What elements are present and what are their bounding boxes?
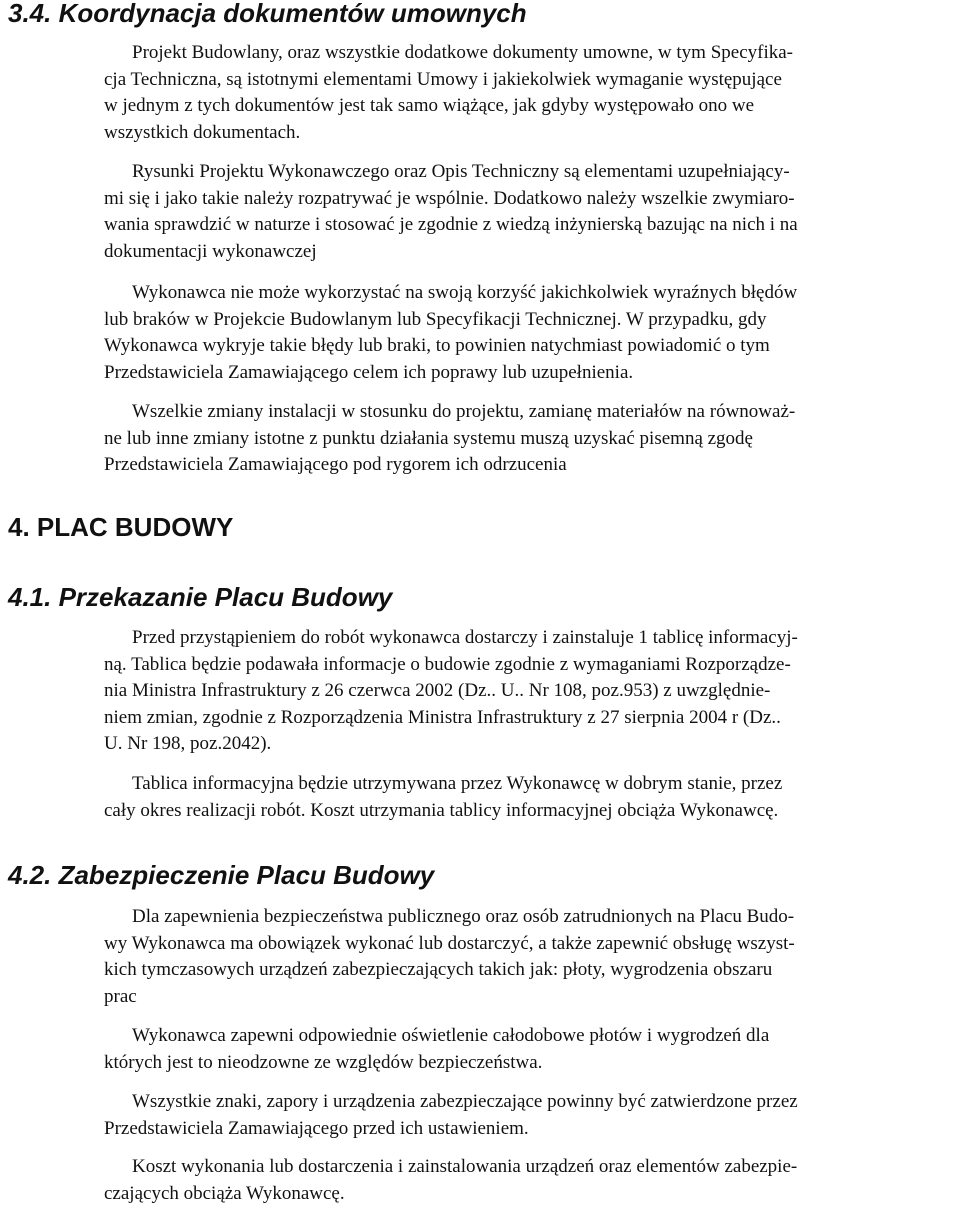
text-line: Przedstawiciela Zamawiającego przed ich ustawieniem. — [104, 1117, 529, 1139]
text-line: prac — [104, 985, 137, 1007]
text-line: ną. Tablica będzie podawała informacje o budowie zgodnie z wymaganiami Rozporządze- — [104, 653, 791, 675]
text-line: Wszelkie zmiany instalacji w stosunku do projektu, zamianę materiałów na równoważ- — [132, 401, 796, 422]
text-line: Wykonawca nie może wykorzystać na swoją korzyść jakichkolwiek wyraźnych błędów — [132, 282, 798, 303]
text-line: wania sprawdzić w naturze i stosować je zgodnie z wiedzą inżynierską bazując na nich i na — [104, 214, 798, 236]
text-line: lub braków w Projekcie Budowlanym lub Specyfikacji Technicznej. W przypadku, gdy — [104, 308, 767, 330]
text-line: Wszystkie znaki, zapory i urządzenia zabezpieczające powinny być zatwierdzone przez — [132, 1091, 798, 1112]
paragraph-4-1-1 — [104, 625, 956, 758]
paragraph-3-4-3 — [104, 280, 956, 386]
text-line: Przed przystąpieniem do robót wykonawca dostarczy i zainstaluje 1 tablicę informacyj- — [132, 627, 798, 648]
text-line: czających obciąża Wykonawcę. — [104, 1182, 345, 1204]
text-line: cja Techniczna, są istotnymi elementami Umowy i jakiekolwiek wymaganie występujące — [104, 68, 782, 90]
text-line: Przedstawiciela Zamawiającego celem ich poprawy lub uzupełnienia. — [104, 361, 634, 383]
text-line: Dla zapewnienia bezpieczeństwa publicznego oraz osób zatrudnionych na Placu Budo- — [132, 906, 795, 927]
paragraph-4-2-2 — [104, 1023, 956, 1076]
paragraph-3-4-1 — [104, 40, 956, 146]
section-heading-4: 4. PLAC BUDOWY — [8, 512, 234, 542]
text-line: kich tymczasowych urządzeń zabezpieczających takich jak: płoty, wygrodzenia obszaru — [104, 959, 773, 981]
text-line: Projekt Budowlany, oraz wszystkie dodatkowe dokumenty umowne, w tym Specyfika- — [132, 42, 794, 63]
paragraph-3-4-2 — [104, 159, 956, 265]
text-line: dokumentacji wykonawczej — [104, 240, 317, 262]
paragraph-3-4-4 — [104, 399, 956, 479]
paragraph-4-2-4 — [104, 1154, 956, 1207]
text-line: Wykonawca wykryje takie błędy lub braki, to powinien natychmiast powiadomić o tym — [104, 335, 770, 357]
text-line: Przedstawiciela Zamawiającego pod rygorem ich odrzucenia — [104, 454, 567, 476]
paragraph-4-1-2 — [104, 771, 956, 824]
paragraph-4-2-3 — [104, 1089, 956, 1142]
text-line: U. Nr 198, poz.2042). — [104, 733, 272, 755]
text-line: niem zmian, zgodnie z Rozporządzenia Ministra Infrastruktury z 27 sierpnia 2004 r (Dz.. — [104, 706, 781, 728]
text-line: cały okres realizacji robót. Koszt utrzymania tablicy informacyjnej obciąża Wykonawcę. — [104, 799, 779, 821]
text-line: wy Wykonawca ma obowiązek wykonać lub dostarczyć, a także zapewnić obsługę wszyst- — [104, 932, 795, 954]
text-line: w jednym z tych dokumentów jest tak samo wiążące, jak gdyby występowało ono we — [104, 95, 755, 117]
text-line: Tablica informacyjna będzie utrzymywana przez Wykonawcę w dobrym stanie, przez — [132, 773, 783, 794]
text-line: których jest to nieodzowne ze względów bezpieczeństwa. — [104, 1051, 543, 1073]
section-heading-4-2: 4.2. Zabezpieczenie Placu Budowy — [8, 860, 435, 890]
text-line: Rysunki Projektu Wykonawczego oraz Opis Techniczny są elementami uzupełniający- — [132, 161, 790, 182]
text-line: wszystkich dokumentach. — [104, 121, 301, 143]
section-heading-3-4: 3.4. Koordynacja dokumentów umownych — [8, 0, 527, 28]
paragraph-4-2-1 — [104, 904, 956, 1010]
text-line: mi się i jako takie należy rozpatrywać je wspólnie. Dodatkowo należy wszelkie zwymiaro- — [104, 187, 795, 209]
section-heading-4-1: 4.1. Przekazanie Placu Budowy — [8, 582, 393, 612]
text-line: Koszt wykonania lub dostarczenia i zainstalowania urządzeń oraz elementów zabezpie- — [132, 1156, 798, 1177]
text-line: Wykonawca zapewni odpowiednie oświetlenie całodobowe płotów i wygrodzeń dla — [132, 1025, 770, 1046]
text-line: nia Ministra Infrastruktury z 26 czerwca 2002 (Dz.. U.. Nr 108, poz.953) z uwzględnie- — [104, 680, 771, 702]
text-line: ne lub inne zmiany istotne z punktu działania systemu muszą uzyskać pisemną zgodę — [104, 427, 753, 449]
